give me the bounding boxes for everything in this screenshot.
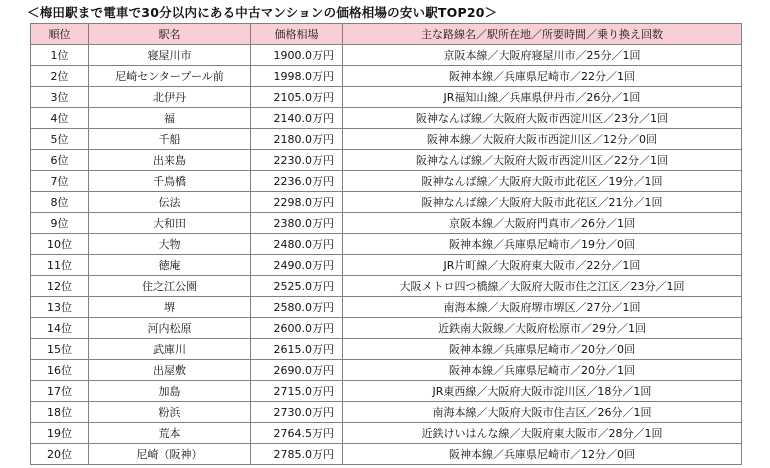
rank-cell: 10位 xyxy=(31,234,89,255)
station-cell: 加島 xyxy=(89,381,251,402)
station-cell: 住之江公園 xyxy=(89,276,251,297)
station-cell: 大和田 xyxy=(89,213,251,234)
station-cell: 千船 xyxy=(89,129,251,150)
price-cell: 2490.0万円 xyxy=(251,255,343,276)
rank-cell: 15位 xyxy=(31,339,89,360)
rank-cell: 9位 xyxy=(31,213,89,234)
station-cell: 武庫川 xyxy=(89,339,251,360)
table-row xyxy=(31,255,742,276)
table-row xyxy=(31,297,742,318)
table-row xyxy=(31,192,742,213)
route-info-cell: JR東西線／大阪府大阪市淀川区／18分／1回 xyxy=(343,381,742,402)
price-cell: 2580.0万円 xyxy=(251,297,343,318)
table-row xyxy=(31,87,742,108)
route-info-cell: JR片町線／大阪府東大阪市／22分／1回 xyxy=(343,255,742,276)
rank-cell: 4位 xyxy=(31,108,89,129)
route-info-cell: JR福知山線／兵庫県伊丹市／26分／1回 xyxy=(343,87,742,108)
rank-cell: 17位 xyxy=(31,381,89,402)
header-rank: 順位 xyxy=(31,24,89,45)
table-row xyxy=(31,150,742,171)
table-row xyxy=(31,171,742,192)
table-row xyxy=(31,381,742,402)
price-cell: 1900.0万円 xyxy=(251,45,343,66)
rank-cell: 8位 xyxy=(31,192,89,213)
table-header-row xyxy=(31,24,742,45)
price-cell: 2480.0万円 xyxy=(251,234,343,255)
station-cell: 堺 xyxy=(89,297,251,318)
route-info-cell: 阪神本線／兵庫県尼崎市／19分／0回 xyxy=(343,234,742,255)
route-info-cell: 阪神本線／兵庫県尼崎市／22分／1回 xyxy=(343,66,742,87)
rank-cell: 3位 xyxy=(31,87,89,108)
rank-cell: 6位 xyxy=(31,150,89,171)
table-row xyxy=(31,234,742,255)
price-cell: 2236.0万円 xyxy=(251,171,343,192)
station-cell: 千鳥橋 xyxy=(89,171,251,192)
table-row xyxy=(31,213,742,234)
price-cell: 2105.0万円 xyxy=(251,87,343,108)
rank-cell: 13位 xyxy=(31,297,89,318)
rank-cell: 14位 xyxy=(31,318,89,339)
page-title: ＜梅田駅まで電車で30分以内にある中古マンションの価格相場の安い駅TOP20＞ xyxy=(27,5,498,20)
price-cell: 2230.0万円 xyxy=(251,150,343,171)
route-info-cell: 近鉄南大阪線／大阪府松原市／29分／1回 xyxy=(343,318,742,339)
route-info-cell: 阪神本線／兵庫県尼崎市／12分／0回 xyxy=(343,444,742,465)
rank-cell: 7位 xyxy=(31,171,89,192)
price-cell: 2764.5万円 xyxy=(251,423,343,444)
table-row xyxy=(31,45,742,66)
station-cell: 伝法 xyxy=(89,192,251,213)
price-cell: 2298.0万円 xyxy=(251,192,343,213)
table-row xyxy=(31,339,742,360)
rank-cell: 18位 xyxy=(31,402,89,423)
route-info-cell: 阪神本線／兵庫県尼崎市／20分／0回 xyxy=(343,339,742,360)
route-info-cell: 阪神なんば線／大阪府大阪市西淀川区／22分／1回 xyxy=(343,150,742,171)
table-body xyxy=(31,45,742,465)
table-row xyxy=(31,276,742,297)
station-cell: 河内松原 xyxy=(89,318,251,339)
rank-cell: 19位 xyxy=(31,423,89,444)
station-cell: 大物 xyxy=(89,234,251,255)
price-cell: 2785.0万円 xyxy=(251,444,343,465)
price-cell: 2525.0万円 xyxy=(251,276,343,297)
header-price: 価格相場 xyxy=(251,24,343,45)
table-row xyxy=(31,66,742,87)
price-cell: 2615.0万円 xyxy=(251,339,343,360)
route-info-cell: 南海本線／大阪府大阪市住吉区／26分／1回 xyxy=(343,402,742,423)
rank-cell: 16位 xyxy=(31,360,89,381)
table-row xyxy=(31,108,742,129)
station-cell: 荒本 xyxy=(89,423,251,444)
station-cell: 寝屋川市 xyxy=(89,45,251,66)
route-info-cell: 阪神なんば線／大阪府大阪市此花区／19分／1回 xyxy=(343,171,742,192)
table-row xyxy=(31,444,742,465)
route-info-cell: 阪神本線／兵庫県尼崎市／20分／1回 xyxy=(343,360,742,381)
route-info-cell: 京阪本線／大阪府門真市／26分／1回 xyxy=(343,213,742,234)
station-cell: 粉浜 xyxy=(89,402,251,423)
station-cell: 福 xyxy=(89,108,251,129)
table-row xyxy=(31,402,742,423)
price-cell: 2730.0万円 xyxy=(251,402,343,423)
station-cell: 尼崎センタープール前 xyxy=(89,66,251,87)
route-info-cell: 阪神なんば線／大阪府大阪市此花区／21分／1回 xyxy=(343,192,742,213)
route-info-cell: 京阪本線／大阪府寝屋川市／25分／1回 xyxy=(343,45,742,66)
rank-cell: 2位 xyxy=(31,66,89,87)
rank-cell: 1位 xyxy=(31,45,89,66)
route-info-cell: 阪神なんば線／大阪府大阪市西淀川区／23分／1回 xyxy=(343,108,742,129)
price-cell: 2600.0万円 xyxy=(251,318,343,339)
table-row xyxy=(31,360,742,381)
station-cell: 尼崎（阪神） xyxy=(89,444,251,465)
price-cell: 2690.0万円 xyxy=(251,360,343,381)
header-station: 駅名 xyxy=(89,24,251,45)
price-cell: 2715.0万円 xyxy=(251,381,343,402)
station-cell: 北伊丹 xyxy=(89,87,251,108)
station-cell: 出来島 xyxy=(89,150,251,171)
price-cell: 2180.0万円 xyxy=(251,129,343,150)
rank-cell: 11位 xyxy=(31,255,89,276)
station-cell: 出屋敷 xyxy=(89,360,251,381)
price-cell: 1998.0万円 xyxy=(251,66,343,87)
rank-cell: 20位 xyxy=(31,444,89,465)
rank-cell: 12位 xyxy=(31,276,89,297)
route-info-cell: 近鉄けいはんな線／大阪府東大阪市／28分／1回 xyxy=(343,423,742,444)
price-cell: 2140.0万円 xyxy=(251,108,343,129)
rank-cell: 5位 xyxy=(31,129,89,150)
table-row xyxy=(31,318,742,339)
table-row xyxy=(31,129,742,150)
table-row xyxy=(31,423,742,444)
ranking-table xyxy=(30,23,742,465)
route-info-cell: 南海本線／大阪府堺市堺区／27分／1回 xyxy=(343,297,742,318)
station-cell: 徳庵 xyxy=(89,255,251,276)
route-info-cell: 阪神本線／大阪府大阪市西淀川区／12分／0回 xyxy=(343,129,742,150)
header-route-info: 主な路線名／駅所在地／所要時間／乗り換え回数 xyxy=(343,24,742,45)
price-cell: 2380.0万円 xyxy=(251,213,343,234)
route-info-cell: 大阪メトロ四つ橋線／大阪府大阪市住之江区／23分／1回 xyxy=(343,276,742,297)
